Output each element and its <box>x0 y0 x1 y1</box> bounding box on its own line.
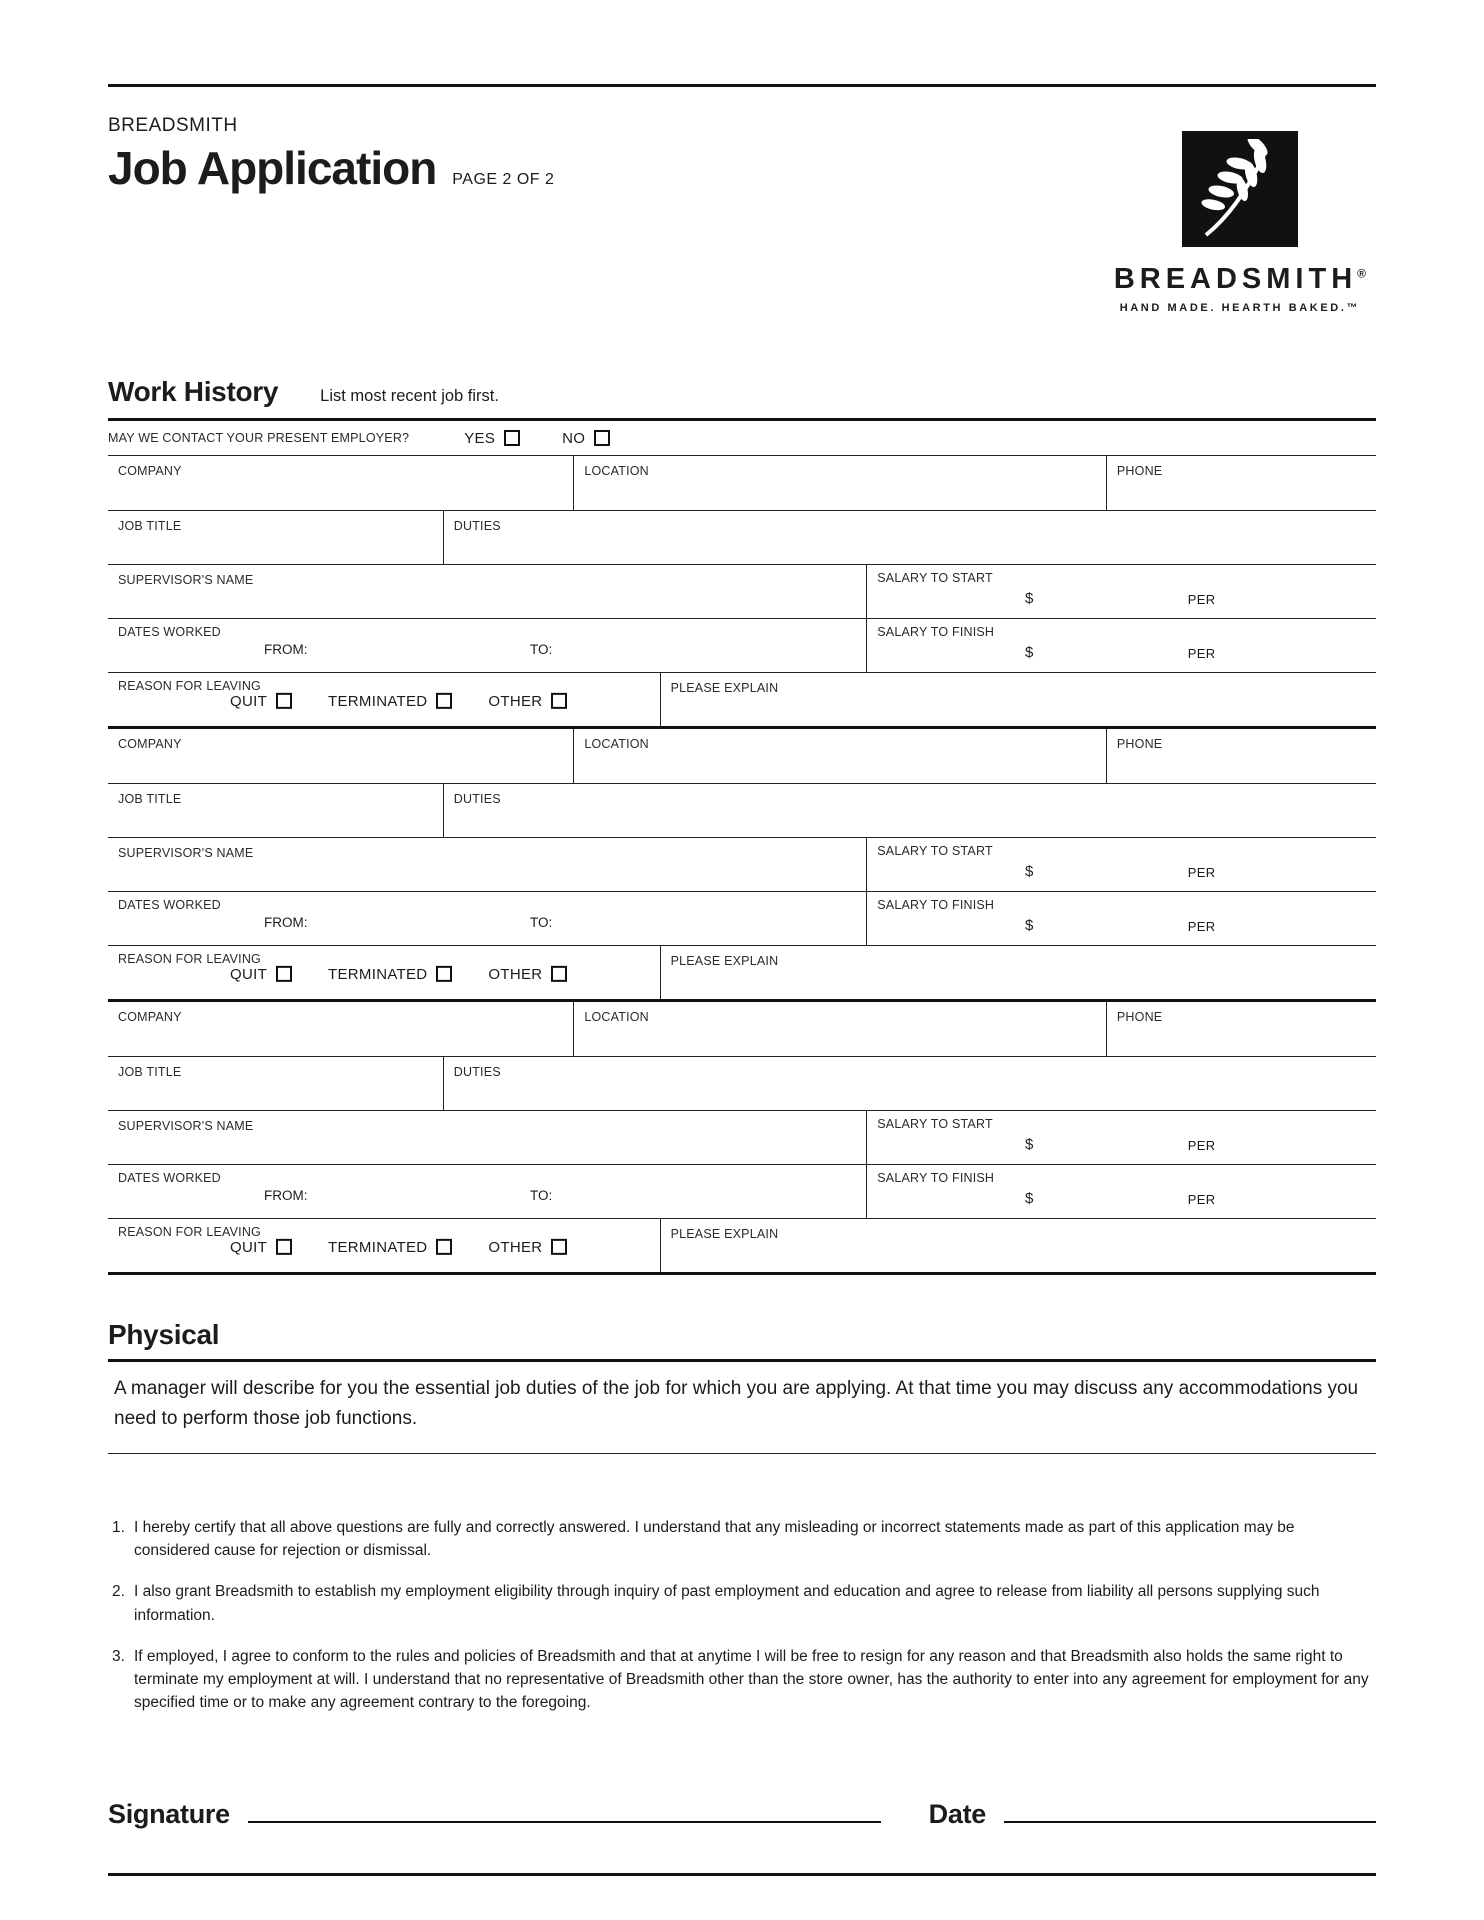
salary-to-finish-field[interactable] <box>866 1165 1376 1218</box>
please-explain-label: PLEASE EXPLAIN <box>670 1227 779 1241</box>
agreements-list <box>108 1516 1376 1715</box>
phone-field[interactable] <box>1106 729 1376 783</box>
location-label: LOCATION <box>584 1010 649 1024</box>
per-label: PER <box>1187 919 1216 934</box>
quit-label: QUIT <box>230 692 268 710</box>
quit-checkbox[interactable] <box>276 693 292 709</box>
agreement-number: 3. <box>112 1647 125 1665</box>
company-field[interactable] <box>108 729 573 783</box>
signature-line[interactable] <box>248 1821 881 1823</box>
signature-section <box>108 1798 1376 1829</box>
salary-to-start-field[interactable] <box>866 838 1376 891</box>
please-explain-field[interactable] <box>660 1219 1376 1272</box>
salary-to-start-field[interactable] <box>866 565 1376 618</box>
other-checkbox[interactable] <box>551 966 567 982</box>
work-history-header <box>108 376 1376 408</box>
supervisor-label: SUPERVISOR'S NAME <box>118 573 254 587</box>
date-label: Date <box>928 1798 986 1829</box>
wheat-logo-box <box>1182 131 1298 247</box>
other-option <box>488 692 567 709</box>
company-row <box>108 729 1376 783</box>
agreement-item <box>108 1645 1376 1715</box>
salary-to-start-label: SALARY TO START <box>877 844 993 858</box>
agreement-text: I hereby certify that all above questions are fully and correctly answered. I understand that any misleading or incorrect statements made as part of this application may be considered cause for rejection or dismissal. <box>134 1518 1295 1560</box>
signature-label: Signature <box>108 1798 230 1829</box>
company-label: COMPANY <box>118 1010 182 1024</box>
supervisor-field[interactable] <box>108 1111 866 1164</box>
work-history-table <box>108 418 1376 1275</box>
supervisor-label: SUPERVISOR'S NAME <box>118 1119 254 1133</box>
bottom-rule <box>108 1873 1376 1876</box>
per-label: PER <box>1187 646 1216 661</box>
physical-heading: Physical <box>108 1319 220 1350</box>
no-option <box>562 430 610 447</box>
agreement-number: 1. <box>112 1518 125 1536</box>
other-option <box>488 1238 567 1255</box>
salary-to-start-label: SALARY TO START <box>877 571 993 585</box>
job-title-row <box>108 1056 1376 1110</box>
work-history-blocks <box>108 455 1376 1272</box>
quit-label: QUIT <box>230 965 268 983</box>
quit-option <box>230 692 292 709</box>
company-field[interactable] <box>108 1002 573 1056</box>
job-title-field[interactable] <box>108 511 443 564</box>
salary-to-finish-label: SALARY TO FINISH <box>877 625 995 639</box>
yes-option <box>464 430 520 447</box>
salary-to-start-field[interactable] <box>866 1111 1376 1164</box>
dollar-sign: $ <box>1024 590 1034 607</box>
dates-worked-row <box>108 618 1376 672</box>
page-title: Job Application <box>108 142 437 194</box>
dates-worked-field[interactable] <box>108 1165 866 1218</box>
supervisor-field[interactable] <box>108 565 866 618</box>
contact-employer-question: MAY WE CONTACT YOUR PRESENT EMPLOYER? <box>108 431 410 445</box>
no-label: NO <box>562 429 586 447</box>
salary-to-finish-field[interactable] <box>866 892 1376 945</box>
phone-label: PHONE <box>1116 464 1163 478</box>
dollar-sign: $ <box>1024 917 1034 934</box>
reason-for-leaving-label: REASON FOR LEAVING <box>118 679 261 693</box>
per-label: PER <box>1187 1138 1216 1153</box>
logo-tagline: HAND MADE. HEARTH BAKED.™ <box>1119 302 1361 314</box>
to-label: TO: <box>530 915 553 930</box>
supervisor-row <box>108 837 1376 891</box>
terminated-label: TERMINATED <box>328 965 428 983</box>
other-label: OTHER <box>488 692 543 710</box>
location-field[interactable] <box>573 1002 1106 1056</box>
dates-worked-field[interactable] <box>108 619 866 672</box>
per-label: PER <box>1187 1192 1216 1207</box>
to-label: TO: <box>530 1188 553 1203</box>
reason-for-leaving-field <box>108 946 660 999</box>
location-label: LOCATION <box>584 464 649 478</box>
terminated-option <box>328 965 452 982</box>
job-title-field[interactable] <box>108 784 443 837</box>
job-title-label: JOB TITLE <box>118 792 182 806</box>
from-label: FROM: <box>264 642 308 657</box>
phone-label: PHONE <box>1116 1010 1163 1024</box>
agreement-item <box>108 1516 1376 1563</box>
work-history-block-2 <box>108 726 1376 999</box>
other-option <box>488 965 567 982</box>
reason-options <box>230 965 567 982</box>
terminated-option <box>328 692 452 709</box>
job-title-label: JOB TITLE <box>118 519 182 533</box>
dollar-sign: $ <box>1024 1136 1034 1153</box>
company-field[interactable] <box>108 456 573 510</box>
to-label: TO: <box>530 642 553 657</box>
company-label: COMPANY <box>118 464 182 478</box>
dates-worked-row <box>108 891 1376 945</box>
phone-field[interactable] <box>1106 456 1376 510</box>
quit-checkbox[interactable] <box>276 966 292 982</box>
reason-for-leaving-row <box>108 672 1376 726</box>
logo-wordmark: BREADSMITH® <box>1113 263 1366 295</box>
quit-option <box>230 1238 292 1255</box>
from-label: FROM: <box>264 915 308 930</box>
reason-for-leaving-field <box>108 1219 660 1272</box>
quit-option <box>230 965 292 982</box>
dates-worked-label: DATES WORKED <box>118 1171 221 1185</box>
terminated-option <box>328 1238 452 1255</box>
duties-field[interactable] <box>443 1057 1376 1110</box>
supervisor-row <box>108 1110 1376 1164</box>
please-explain-label: PLEASE EXPLAIN <box>670 681 779 695</box>
dollar-sign: $ <box>1024 863 1034 880</box>
yes-checkbox[interactable] <box>504 430 520 446</box>
please-explain-label: PLEASE EXPLAIN <box>670 954 779 968</box>
agreement-text: I also grant Breadsmith to establish my employment eligibility through inquiry of past employment and education and agree to release from liability all persons supplying such information. <box>134 1583 1320 1624</box>
title-block <box>108 115 554 314</box>
work-history-subheading: List most recent job first. <box>320 387 499 405</box>
duties-label: DUTIES <box>453 519 501 533</box>
job-title-row <box>108 783 1376 837</box>
salary-to-finish-label: SALARY TO FINISH <box>877 898 995 912</box>
date-line[interactable] <box>1004 1821 1376 1823</box>
brand-name: BREADSMITH <box>108 115 238 136</box>
agreement-text: If employed, I agree to conform to the rules and policies of Breadsmith and that at anytime I will be free to resign for any reason and that Breadsmith also holds the same right to terminate my employment at will. I understand that no representative of Breadsmith other than the store owner, has the authority to enter into any agreement for employment for any specified time or to make any agreement contrary to the foregoing. <box>134 1647 1369 1712</box>
work-history-block-1 <box>108 455 1376 726</box>
salary-to-finish-label: SALARY TO FINISH <box>877 1171 995 1185</box>
terminated-checkbox[interactable] <box>436 693 452 709</box>
job-title-field[interactable] <box>108 1057 443 1110</box>
reason-for-leaving-row <box>108 1218 1376 1272</box>
reason-options <box>230 1238 567 1255</box>
company-row <box>108 456 1376 510</box>
physical-bottom-rule <box>108 1453 1376 1454</box>
duties-label: DUTIES <box>453 792 501 806</box>
salary-to-start-label: SALARY TO START <box>877 1117 993 1131</box>
phone-field[interactable] <box>1106 1002 1376 1056</box>
reason-for-leaving-label: REASON FOR LEAVING <box>118 952 261 966</box>
reason-for-leaving-field <box>108 673 660 726</box>
contact-employer-row <box>108 421 1376 455</box>
other-checkbox[interactable] <box>551 693 567 709</box>
phone-label: PHONE <box>1116 737 1163 751</box>
per-label: PER <box>1187 865 1216 880</box>
please-explain-field[interactable] <box>660 946 1376 999</box>
registered-mark: ® <box>1357 266 1366 281</box>
dollar-sign: $ <box>1024 644 1034 661</box>
company-label: COMPANY <box>118 737 182 751</box>
page-number-label: PAGE 2 OF 2 <box>452 171 555 188</box>
agreement-number: 2. <box>112 1583 125 1601</box>
job-title-row <box>108 510 1376 564</box>
breadsmith-logo <box>1114 131 1366 314</box>
job-title-label: JOB TITLE <box>118 1065 182 1079</box>
dates-worked-row <box>108 1164 1376 1218</box>
physical-body-text: A manager will describe for you the essential job duties of the job for which you are applying. At that time you may discuss any accommodations you need to perform those job functions. <box>114 1378 1359 1430</box>
per-label: PER <box>1187 592 1216 607</box>
supervisor-row <box>108 564 1376 618</box>
agreement-item <box>108 1580 1376 1627</box>
wheat-icon <box>1190 139 1290 239</box>
duties-label: DUTIES <box>453 1065 501 1079</box>
duties-field[interactable] <box>443 784 1376 837</box>
please-explain-field[interactable] <box>660 673 1376 726</box>
other-checkbox[interactable] <box>551 1239 567 1255</box>
page-header <box>108 115 1376 314</box>
terminated-label: TERMINATED <box>328 692 428 710</box>
supervisor-label: SUPERVISOR'S NAME <box>118 846 254 860</box>
quit-label: QUIT <box>230 1238 268 1256</box>
top-rule <box>108 84 1376 87</box>
duties-field[interactable] <box>443 511 1376 564</box>
dates-worked-label: DATES WORKED <box>118 898 221 912</box>
location-field[interactable] <box>573 729 1106 783</box>
yes-label: YES <box>464 429 496 447</box>
reason-options <box>230 692 567 709</box>
terminated-checkbox[interactable] <box>436 1239 452 1255</box>
terminated-checkbox[interactable] <box>436 966 452 982</box>
quit-checkbox[interactable] <box>276 1239 292 1255</box>
location-label: LOCATION <box>584 737 649 751</box>
dollar-sign: $ <box>1024 1190 1034 1207</box>
other-label: OTHER <box>488 1238 543 1256</box>
no-checkbox[interactable] <box>594 430 610 446</box>
reason-for-leaving-row <box>108 945 1376 999</box>
work-history-heading: Work History <box>108 376 279 407</box>
work-history-block-3 <box>108 999 1376 1272</box>
location-field[interactable] <box>573 456 1106 510</box>
dates-worked-field[interactable] <box>108 892 866 945</box>
from-label: FROM: <box>264 1188 308 1203</box>
dates-worked-label: DATES WORKED <box>118 625 221 639</box>
reason-for-leaving-label: REASON FOR LEAVING <box>118 1225 261 1239</box>
company-row <box>108 1002 1376 1056</box>
other-label: OTHER <box>488 965 543 983</box>
terminated-label: TERMINATED <box>328 1238 428 1256</box>
salary-to-finish-field[interactable] <box>866 619 1376 672</box>
supervisor-field[interactable] <box>108 838 866 891</box>
